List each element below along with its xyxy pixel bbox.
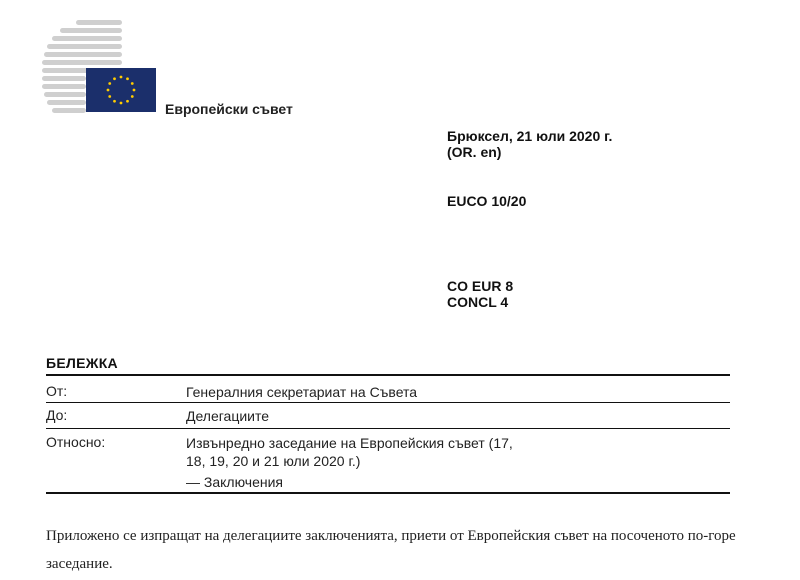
code-co-eur: CO EUR 8	[447, 278, 514, 294]
to-label: До:	[46, 407, 68, 423]
subject-value: Извънредно заседание на Европейския съвет (17, 18, 19, 20 и 21 юли 2020 г.)	[186, 435, 513, 469]
from-label: От:	[46, 383, 68, 399]
star-icon	[120, 76, 123, 79]
note-title: БЕЛЕЖКА	[46, 355, 118, 371]
body-paragraph: Приложено се изпращат на делегациите заключенията, приети от Европейския съвет на посоченото по-горе заседание.	[46, 528, 736, 572]
subject-label: Относно:	[46, 434, 106, 450]
document-codes	[447, 278, 513, 310]
star-icon	[108, 95, 111, 98]
star-icon	[126, 100, 129, 103]
document-date: Брюксел, 21 юли 2020 г.	[447, 128, 613, 144]
divider	[46, 402, 730, 403]
code-concl: CONCL 4	[447, 294, 509, 310]
to-value: Делегациите	[186, 408, 270, 424]
star-icon	[131, 95, 134, 98]
star-icon	[113, 100, 116, 103]
star-icon	[133, 89, 136, 92]
star-icon	[120, 102, 123, 105]
star-icon	[131, 82, 134, 85]
star-icon	[108, 82, 111, 85]
meta-date-block	[447, 128, 612, 160]
star-icon	[113, 77, 116, 80]
eu-flag	[86, 68, 156, 112]
document-reference: EUCO 10/20	[447, 193, 527, 209]
star-icon	[126, 77, 129, 80]
subject-subtitle: — Заключения	[186, 474, 283, 490]
original-language: (OR. en)	[447, 144, 502, 160]
divider	[46, 374, 730, 376]
from-value: Генералния секретариат на Съвета	[186, 384, 418, 400]
divider	[46, 492, 730, 494]
european-council-logo	[40, 18, 170, 118]
divider	[46, 428, 730, 429]
organization-name: Европейски съвет	[165, 101, 293, 117]
star-icon	[107, 89, 110, 92]
